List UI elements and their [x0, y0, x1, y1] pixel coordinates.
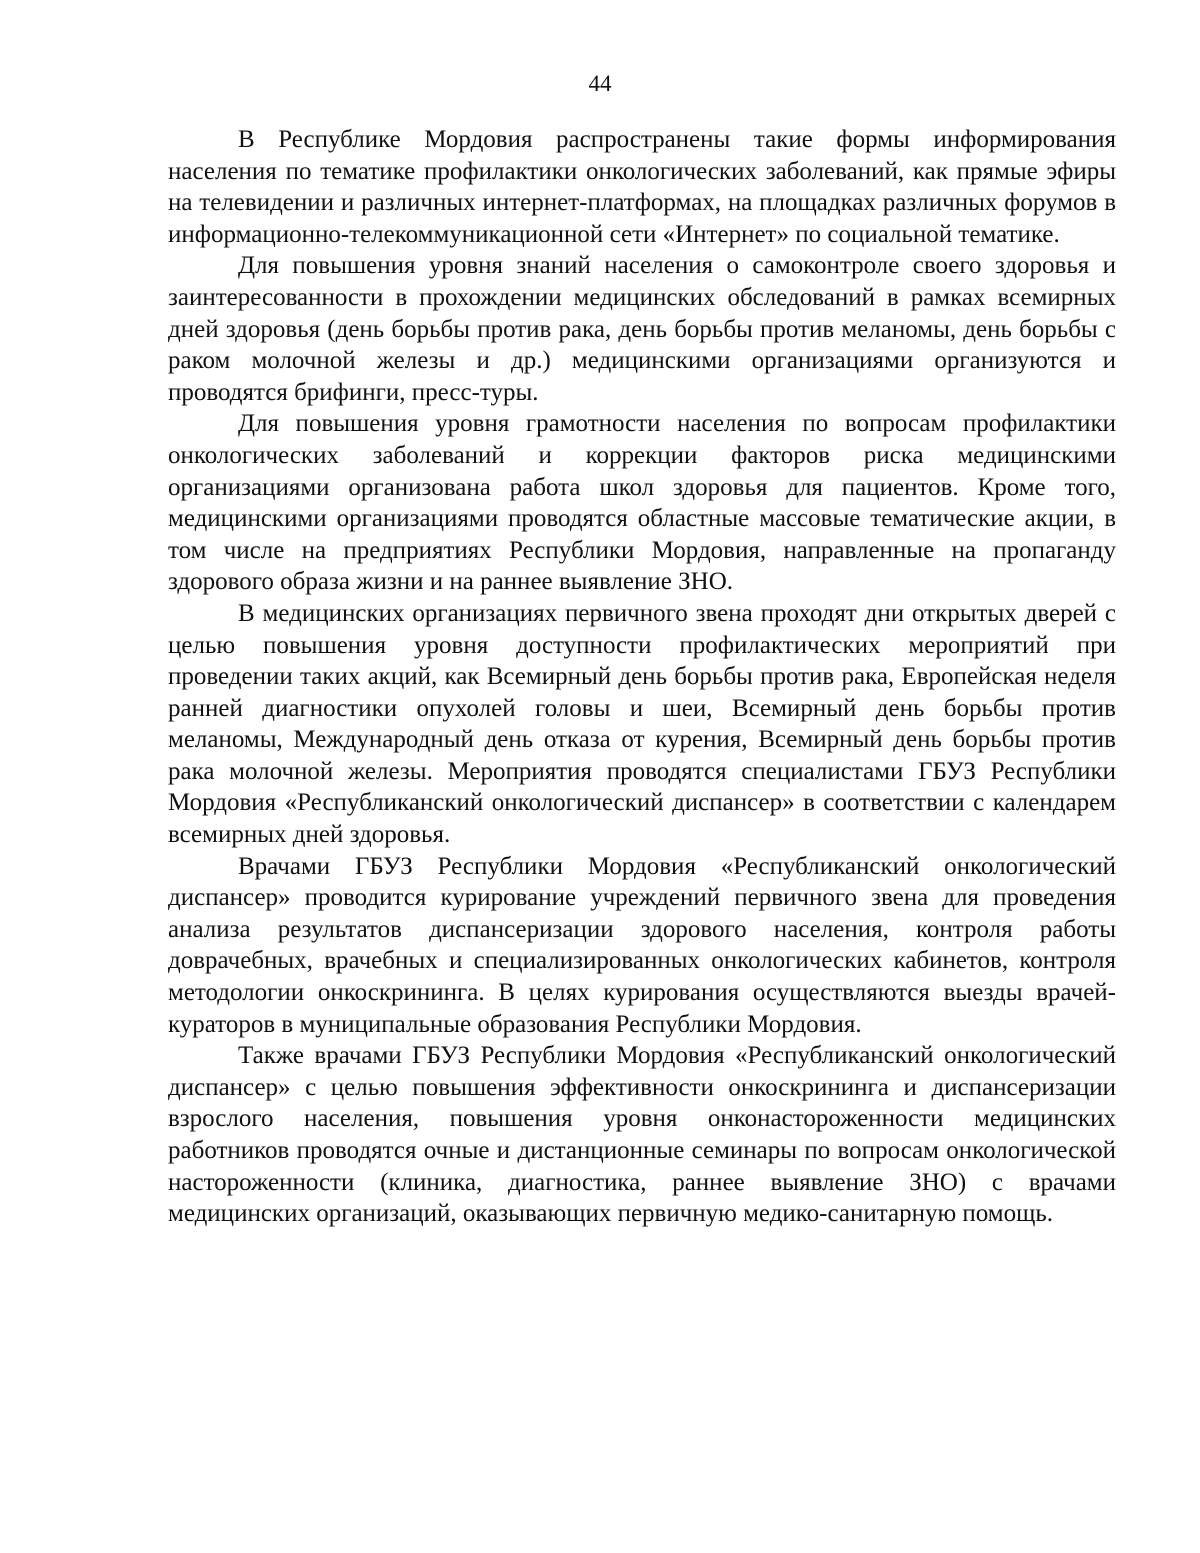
- paragraph-open-days: В медицинских организациях первичного звена проходят дни открытых дверей с целью повышения уровня доступности профилактических мероприятий при проведении таких акций, как Всемирный день борьбы против рака, Европейская неделя ранней диагностики опухолей головы и шеи, Всемирный день борьбы против меланомы, Международный день отказа от курения, Всемирный день борьбы против рака молочной железы. Мероприятия проводятся специалистами ГБУЗ Республики Мордовия «Республиканский онкологический диспансер» в соответствии с календарем всемирных дней здоровья.: [168, 599, 1116, 849]
- paragraph-media-informing: В Республике Мордовия распространены такие формы информирования населения по тематике профилактики онкологических заболеваний, как прямые эфиры на телевидении и различных интернет-платформах, на площадках различных форумов в информационно-телекоммуникационной сети «Интернет» по социальной тематике.: [168, 126, 1116, 248]
- paragraph-health-schools: Для повышения уровня грамотности населения по вопросам профилактики онкологических заболеваний и коррекции факторов риска медицинскими организациями организована работа школ здоровья для пациентов. Кроме того, медицинскими организациями проводятся областные массовые тематические акции, в том числе на предприятиях Республики Мордовия, направленные на пропаганду здорового образа жизни и на раннее выявление ЗНО.: [168, 410, 1116, 596]
- paragraph-seminars: Также врачами ГБУЗ Республики Мордовия «Республиканский онкологический диспансер» с целью повышения эффективности онкоскрининга и диспансеризации взрослого населения, повышения уровня онконастороженности медицинских работников проводятся очные и дистанционные семинары по вопросам онкологической настороженности (клиника, диагностика, раннее выявление ЗНО) с врачами медицинских организаций, оказывающих первичную медико-санитарную помощь.: [168, 1042, 1116, 1228]
- paragraph-curation: Врачами ГБУЗ Республики Мордовия «Республиканский онкологический диспансер» проводится курирование учреждений первичного звена для проведения анализа результатов диспансеризации здорового населения, контроля работы доврачебных, врачебных и специализированных онкологических кабинетов, контроля методологии онкоскрининга. В целях курирования осуществляются выезды врачей-кураторов в муниципальные образования Республики Мордовия.: [168, 852, 1116, 1038]
- document-body: [168, 124, 1116, 1230]
- paragraph-health-days-briefings: Для повышения уровня знаний населения о самоконтроле своего здоровья и заинтересованности в прохождении медицинских обследований в рамках всемирных дней здоровья (день борьбы против рака, день борьбы против меланомы, день борьбы с раком молочной железы и др.) медицинскими организациями организуются и проводятся брифинги, пресс-туры.: [168, 252, 1116, 406]
- page-number: 44: [588, 71, 612, 96]
